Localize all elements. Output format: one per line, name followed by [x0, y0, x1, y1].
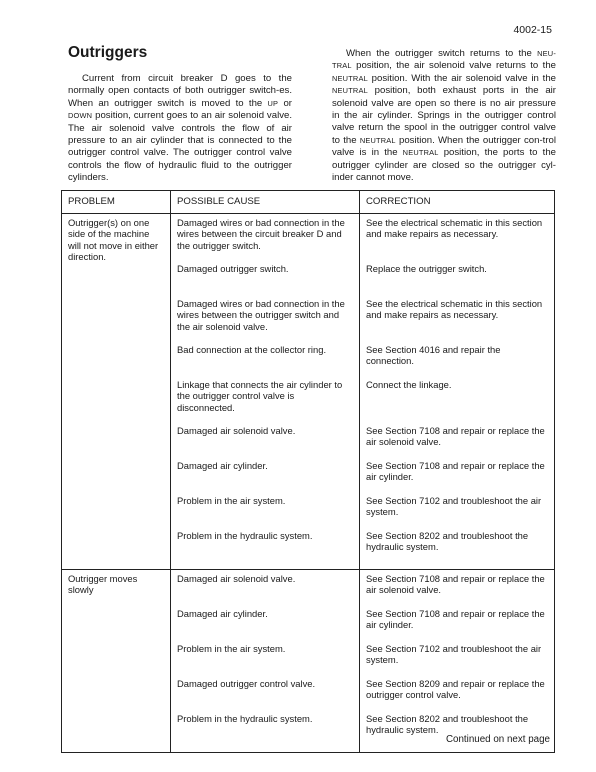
correction-text: See Section 7108 and repair or replace the air cylinder. — [366, 459, 545, 483]
intro-column-left — [68, 73, 292, 185]
problem-cell — [62, 213, 171, 569]
cause-text: Damaged wires or bad connection in the wires between the outrigger switch and the air solenoid valve. — [177, 297, 345, 332]
correction-text: See Section 8202 and troubleshoot the hydraulic system. — [366, 712, 529, 736]
cause-text: Problem in the hydraulic system. — [177, 712, 313, 724]
paragraph-text: When the outrigger switch returns to the — [346, 48, 538, 59]
troubleshooting-table — [61, 190, 555, 753]
cause-text: Damaged air solenoid valve. — [177, 572, 296, 584]
paragraph-text: Current from circuit breaker D goes to the normally open contacts of both outrigger switch-es. When an outrigger switch is moved to the — [68, 73, 292, 109]
correction-text: See Section 7108 and repair or replace the air solenoid valve. — [366, 572, 545, 596]
intro-paragraph-right — [332, 48, 556, 184]
correction-text: Replace the outrigger switch. — [366, 262, 487, 274]
intro-paragraph-left — [68, 73, 292, 185]
correction-cell — [360, 213, 555, 569]
small-caps-term: NEUTRAL — [402, 148, 439, 158]
correction-text: See Section 8202 and troubleshoot the hydraulic system. — [366, 529, 529, 553]
correction-text: See Section 7102 and troubleshoot the air system. — [366, 494, 542, 518]
paragraph-text: position. When the outrigger con-trol valve is in the — [332, 134, 556, 159]
small-caps-term: NEUTRAL — [359, 135, 396, 145]
intro-column-right — [332, 48, 556, 184]
table-row — [62, 213, 555, 569]
cause-text: Damaged air solenoid valve. — [177, 424, 296, 436]
cause-text: Damaged air cylinder. — [177, 607, 268, 619]
correction-text: Connect the linkage. — [366, 378, 452, 390]
cause-text: Bad connection at the collector ring. — [177, 343, 327, 355]
cause-text: Damaged air cylinder. — [177, 459, 268, 471]
cause-text: Problem in the air system. — [177, 494, 286, 506]
possible-cause-cell — [171, 213, 360, 569]
small-caps-term: UP — [267, 98, 279, 108]
paragraph-text: position, the ports to the outrigger cylinder are closed so the outrigger cyl-inder cannot move. — [332, 147, 556, 184]
small-caps-term: DOWN — [68, 111, 93, 121]
problem-text: Outrigger(s) on one side of the machine will not move in either direction. — [68, 216, 159, 263]
correction-text: See the electrical schematic in this section and make repairs as necessary. — [366, 297, 543, 321]
correction-text: See Section 8209 and repair or replace the outrigger control valve. — [366, 677, 545, 701]
problem-text: Outrigger moves slowly — [68, 572, 138, 596]
correction-text: See Section 7108 and repair or replace the air cylinder. — [366, 607, 545, 631]
page-number: 4002-15 — [513, 24, 552, 36]
cause-text: Damaged outrigger control valve. — [177, 677, 316, 689]
small-caps-term: NEU-TRAL — [332, 49, 556, 71]
paragraph-text: position, current goes to an air solenoid valve. The air solenoid valve controls the flow of air pressure to an air cylinder that is connected to the outrigger control valve. The outrigger control valve controls the flow of hydraulic fluid to the outrigger cylinders. — [68, 110, 292, 184]
correction-cell — [360, 569, 555, 752]
cause-text: Damaged wires or bad connection in the wires between the circuit breaker D and the outrigger switch. — [177, 216, 345, 251]
table-header-row — [62, 191, 555, 214]
small-caps-term: NEUTRAL — [332, 86, 368, 96]
cause-text: Problem in the air system. — [177, 642, 286, 654]
correction-text: See Section 4016 and repair the connection. — [366, 343, 501, 367]
header-possible-cause: POSSIBLE CAUSE — [171, 191, 360, 214]
table-row — [62, 569, 555, 752]
header-problem: PROBLEM — [62, 191, 171, 214]
paragraph-text: position. With the air solenoid valve in the — [367, 72, 556, 84]
paragraph-text: position, both exhaust ports in the air solenoid valve are open so there is no air pressure in the air cylinder. Springs in the outrigger control valve return the spool in the outrigger control valve to the — [332, 85, 556, 146]
correction-text: See Section 7108 and repair or replace the air solenoid valve. — [366, 424, 545, 448]
small-caps-term: NEUTRAL — [332, 73, 368, 83]
possible-cause-cell — [171, 569, 360, 752]
correction-text: See the electrical schematic in this section and make repairs as necessary. — [366, 216, 543, 240]
paragraph-text: or — [278, 97, 292, 109]
cause-text: Linkage that connects the air cylinder to the outrigger control valve is disconnected. — [177, 378, 343, 413]
paragraph-text: position, the air solenoid valve returns to the — [351, 60, 556, 72]
header-correction: CORRECTION — [360, 191, 555, 214]
section-title: Outriggers — [68, 44, 148, 61]
cause-text: Damaged outrigger switch. — [177, 262, 289, 274]
cause-text: Problem in the hydraulic system. — [177, 529, 313, 541]
continued-note: Continued on next page — [445, 734, 550, 745]
correction-text: See Section 7102 and troubleshoot the air system. — [366, 642, 542, 666]
problem-cell — [62, 569, 171, 752]
